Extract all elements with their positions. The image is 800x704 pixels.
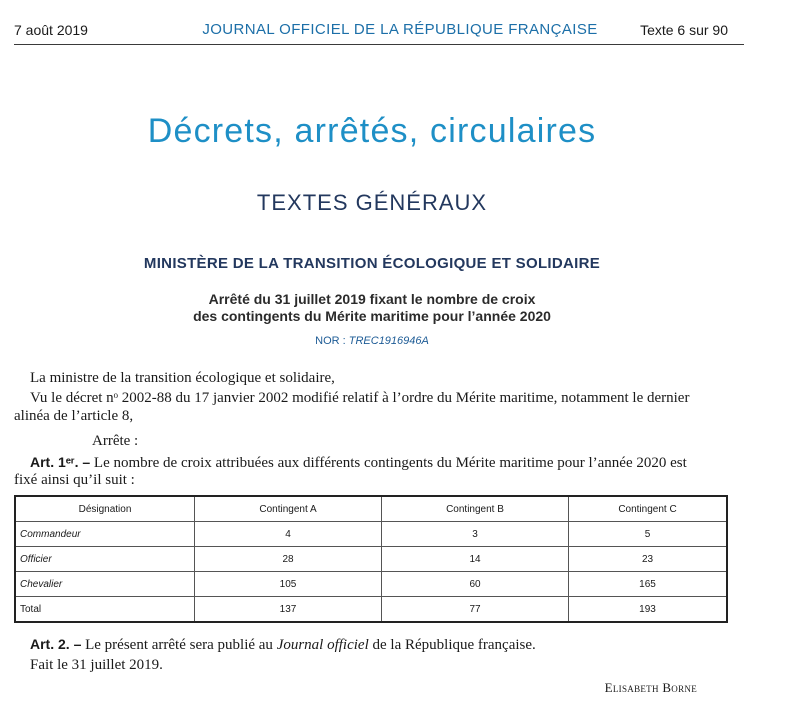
arrete-title-line1: Arrêté du 31 juillet 2019 fixant le nombre de croix	[208, 291, 536, 307]
header-contingent-a: Contingent A	[195, 496, 382, 522]
arrete-title	[0, 291, 744, 325]
section-title: Décrets, arrêtés, circulaires	[147, 112, 597, 150]
subsection-title: TEXTES GÉNÉRAUX	[256, 190, 488, 215]
row-designation: Commandeur	[15, 522, 195, 547]
article-2-journal-name: Journal officiel	[276, 637, 369, 653]
cell-contingent-b: 14	[382, 547, 569, 572]
cell-contingent-c: 5	[569, 522, 728, 547]
signature-first-name: Elisabeth	[604, 680, 659, 695]
nor-reference	[0, 335, 744, 347]
article-2-text-b: de la République française.	[372, 637, 536, 653]
publication-date: 7 août 2019	[14, 22, 88, 38]
row-designation: Officier	[15, 547, 195, 572]
paragraph-minister: La ministre de la transition écologique et solidaire,	[30, 370, 335, 386]
cell-contingent-a: 105	[195, 572, 382, 597]
paragraph-arrete: Arrête :	[92, 433, 139, 449]
cell-contingent-c: 23	[569, 547, 728, 572]
cell-contingent-b: 77	[382, 597, 569, 623]
page-header	[14, 18, 786, 40]
article-1-label: Art. 1ᵉʳ. –	[30, 454, 91, 470]
article-1-line1	[30, 453, 687, 472]
row-designation: Total	[15, 597, 195, 623]
text-count: Texte 6 sur 90	[640, 22, 728, 38]
article-1-text: Le nombre de croix attribuées aux différents contingents du Mérite maritime pour l’année 2020 est	[93, 455, 687, 471]
signature-last-name: Borne	[662, 680, 697, 695]
cell-contingent-a: 4	[195, 522, 382, 547]
header-divider	[14, 44, 744, 45]
paragraph-vu-line1: Vu le décret nᵒ 2002-88 du 17 janvier 2002 modifié relatif à l’ordre du Mérite maritime, notamment le dernier	[30, 390, 690, 406]
cell-contingent-b: 60	[382, 572, 569, 597]
table-row	[15, 547, 727, 572]
paragraph-vu-line2: alinéa de l’article 8,	[14, 408, 134, 424]
row-designation: Chevalier	[15, 572, 195, 597]
header-contingent-c: Contingent C	[569, 496, 728, 522]
done-date: Fait le 31 juillet 2019.	[30, 657, 163, 673]
cell-contingent-a: 137	[195, 597, 382, 623]
table-row	[15, 522, 727, 547]
header-contingent-b: Contingent B	[382, 496, 569, 522]
cell-contingent-b: 3	[382, 522, 569, 547]
arrete-title-line2: des contingents du Mérite maritime pour l’année 2020	[193, 308, 551, 324]
signature	[605, 680, 697, 696]
cell-contingent-c: 193	[569, 597, 728, 623]
table-row-total	[15, 597, 727, 623]
nor-code: TREC1916946A	[348, 335, 429, 347]
nor-label: NOR :	[315, 335, 346, 347]
table-header-row	[15, 496, 727, 522]
article-2-label: Art. 2. –	[30, 636, 82, 652]
cell-contingent-c: 165	[569, 572, 728, 597]
journal-name: JOURNAL OFFICIEL DE LA RÉPUBLIQUE FRANÇAISE	[202, 21, 598, 38]
table-row	[15, 572, 727, 597]
article-1-line2: fixé ainsi qu’il suit :	[14, 472, 135, 488]
contingents-table	[14, 495, 728, 623]
article-2-text-a: Le présent arrêté sera publié au	[85, 637, 273, 653]
ministry-name: MINISTÈRE DE LA TRANSITION ÉCOLOGIQUE ET SOLIDAIRE	[143, 255, 601, 272]
article-2	[30, 635, 536, 654]
header-designation: Désignation	[15, 496, 195, 522]
cell-contingent-a: 28	[195, 547, 382, 572]
